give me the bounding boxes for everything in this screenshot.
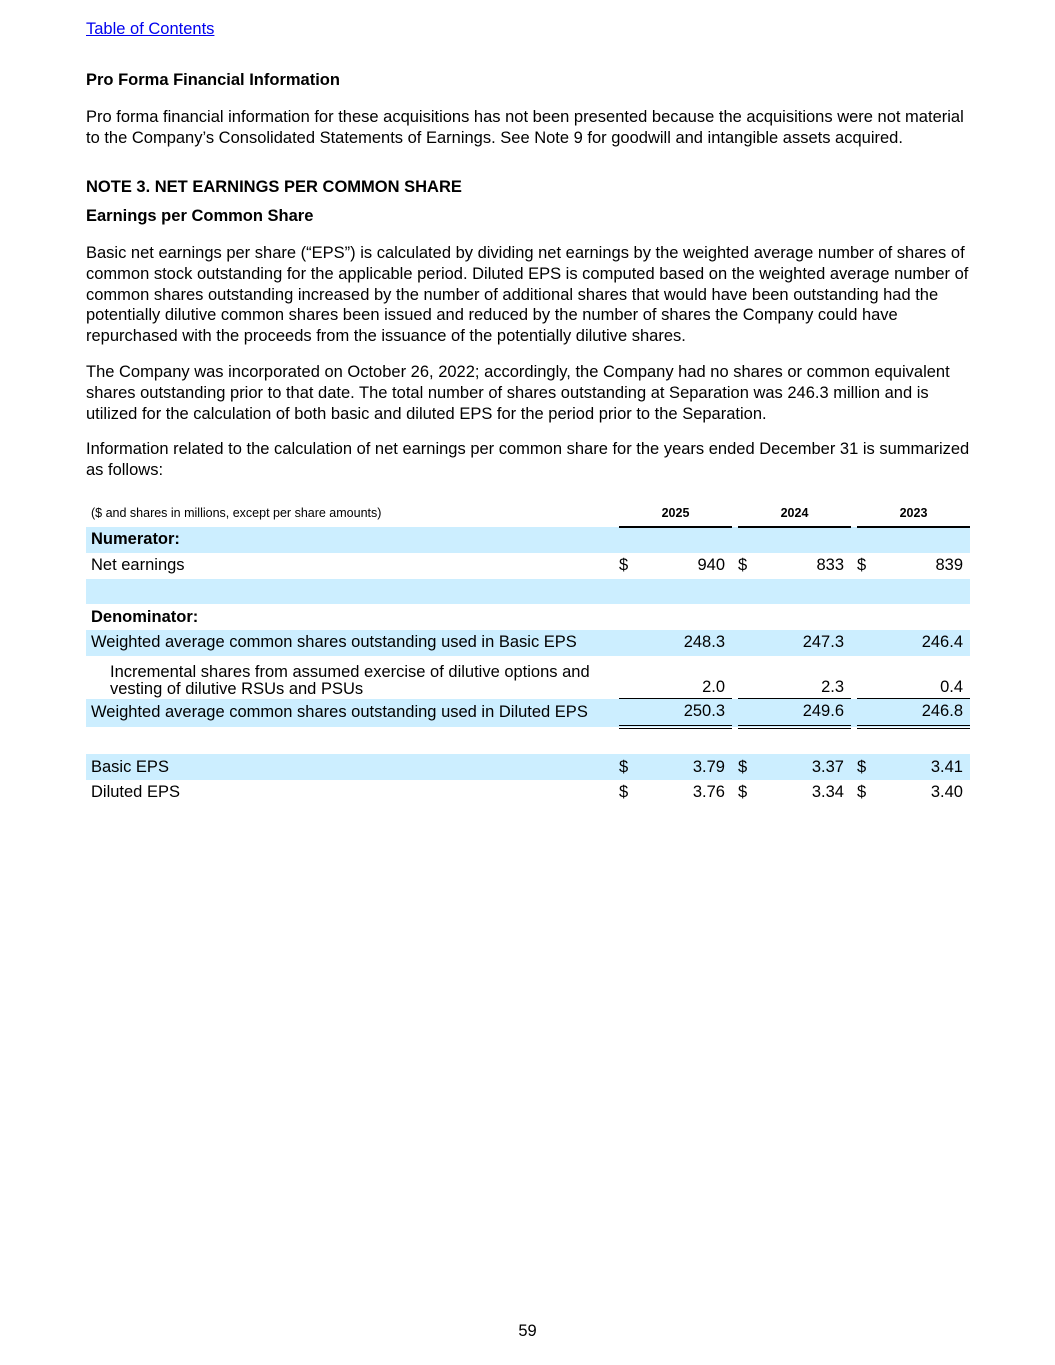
basic-shares-2025: 248.3 <box>639 630 732 656</box>
currency-symbol: $ <box>619 556 629 575</box>
incremental-shares-2025: 2.0 <box>639 656 732 699</box>
year-header-2025: 2025 <box>619 500 732 527</box>
basic-shares-2023: 246.4 <box>877 630 970 656</box>
net-earnings-row <box>86 553 970 579</box>
denominator-row <box>86 604 970 630</box>
numerator-row <box>86 527 970 554</box>
currency-symbol: $ <box>738 783 748 802</box>
table-caption: ($ and shares in millions, except per share amounts) <box>91 506 382 521</box>
incremental-shares-row <box>86 656 970 699</box>
basic-eps-2024: 3.37 <box>758 754 851 780</box>
diluted-shares-label: Weighted average common shares outstanding used in Diluted EPS <box>86 699 614 727</box>
diluted-eps-2023: 3.40 <box>930 783 963 802</box>
incremental-shares-2024: 2.3 <box>758 656 851 699</box>
currency-symbol: $ <box>857 754 877 780</box>
note-3-heading: NOTE 3. NET EARNINGS PER COMMON SHARE <box>86 178 462 196</box>
year-header-2023: 2023 <box>857 500 970 527</box>
basic-eps-label: Basic EPS <box>86 754 614 780</box>
diluted-shares-row <box>86 699 970 727</box>
currency-symbol: $ <box>738 754 758 780</box>
diluted-shares-2025: 250.3 <box>639 699 732 727</box>
currency-symbol: $ <box>619 783 629 802</box>
incorporation-paragraph: The Company was incorporated on October 26, 2022; accordingly, the Company had no shares or common equivalent shares outstanding prior to that date. The total number of shares outstanding at Separation was 246.3 million and is utilized for the calculation of both basic and diluted EPS for the period prior to the Separation. <box>86 363 950 423</box>
diluted-shares-2024: 249.6 <box>758 699 851 727</box>
currency-symbol: $ <box>619 754 639 780</box>
diluted-shares-2023: 246.8 <box>877 699 970 727</box>
page-number: 59 <box>518 1322 537 1340</box>
basic-eps-row <box>86 754 970 780</box>
diluted-eps-2024: 3.34 <box>811 783 844 802</box>
net-earnings-2025: 940 <box>697 556 725 575</box>
blank-row <box>86 727 970 755</box>
net-earnings-label: Net earnings <box>91 556 185 575</box>
incremental-shares-2023: 0.4 <box>877 656 970 699</box>
eps-definition-paragraph: Basic net earnings per share (“EPS”) is calculated by dividing net earnings by the weighted average number of shares of common stock outstanding for the applicable period. Diluted EPS is computed based on the weighted average number of common shares outstanding increased by the number of additional shares that would have been outstanding had the potentially dilutive common shares been issued and reduced by the number of shares the Company could have repurchased with the proceeds from the issuance of the potentially dilutive shares. <box>86 244 969 346</box>
pro-forma-paragraph: Pro forma financial information for these acquisitions has not been presented because the acquisitions were not material to the Company’s Consolidated Statements of Earnings. See Note 9 for goodwill and intangible assets acquired. <box>86 108 964 147</box>
net-earnings-2023: 839 <box>935 556 963 575</box>
net-earnings-2024: 833 <box>816 556 844 575</box>
diluted-eps-row <box>86 780 970 806</box>
earnings-per-share-subheading: Earnings per Common Share <box>86 207 314 225</box>
currency-symbol: $ <box>857 556 867 575</box>
diluted-eps-label: Diluted EPS <box>91 783 180 802</box>
diluted-eps-2025: 3.76 <box>692 783 725 802</box>
pro-forma-heading: Pro Forma Financial Information <box>86 71 340 89</box>
spacer-row <box>86 579 970 605</box>
summary-intro-paragraph: Information related to the calculation of net earnings per common share for the years ended December 31 is summarized as follows: <box>86 440 970 479</box>
basic-shares-row <box>86 630 970 656</box>
numerator-label: Numerator: <box>86 527 614 554</box>
table-header-row <box>86 500 970 527</box>
year-header-2024: 2024 <box>738 500 851 527</box>
basic-shares-label: Weighted average common shares outstanding used in Basic EPS <box>86 630 614 656</box>
incremental-shares-label: Incremental shares from assumed exercise of dilutive options and vesting of dilutive RSUs and PSUs <box>110 662 590 698</box>
table-of-contents-link[interactable]: Table of Contents <box>86 20 215 38</box>
eps-table <box>86 500 970 805</box>
denominator-label: Denominator: <box>91 607 199 626</box>
basic-eps-2025: 3.79 <box>639 754 732 780</box>
basic-shares-2024: 247.3 <box>758 630 851 656</box>
currency-symbol: $ <box>857 783 867 802</box>
basic-eps-2023: 3.41 <box>877 754 970 780</box>
currency-symbol: $ <box>738 556 748 575</box>
